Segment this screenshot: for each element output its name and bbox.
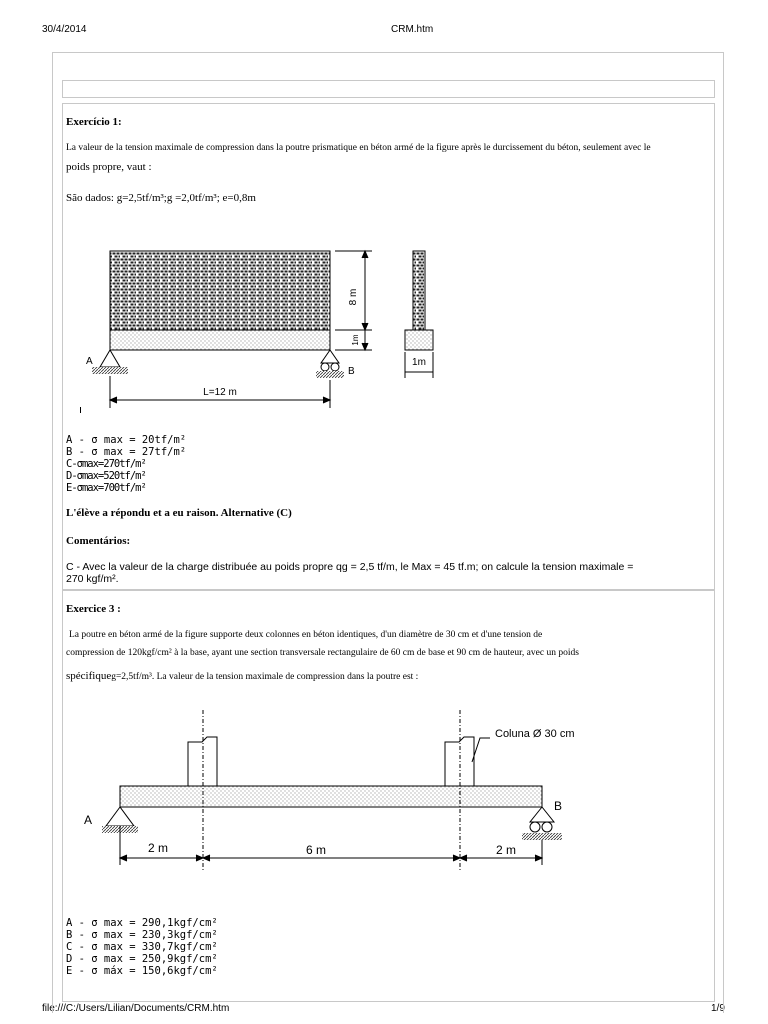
specific-weight-rest: g=2,5tf/m³. La valeur de la tension maximale de compression dans la poutre est : (111, 672, 419, 682)
support-a (92, 350, 128, 374)
exercise-1-option-d: D-σmax=520tf/m² (66, 470, 146, 482)
exercise-1-option-e: E-σmax=700tf/m² (66, 482, 146, 494)
exercise-3-figure (70, 700, 610, 875)
label-dim-2: 6 m (305, 843, 327, 857)
exercise-3-title: Exercice 3 : (66, 603, 121, 615)
exercise-3-option-c: C - σ max = 330,7kgf/cm² (66, 941, 218, 953)
empty-box (62, 80, 715, 98)
exercise-3-option-d: D - σ max = 250,9kgf/cm² (66, 953, 218, 965)
exercise-1-text-line2: poids propre, vaut : (66, 161, 152, 173)
exercise-3-option-b: B - σ max = 230,3kgf/cm² (66, 929, 218, 941)
coluna-leader (472, 738, 490, 762)
print-date: 30/4/2014 (42, 24, 87, 35)
exercise-3-text-line2: compression de 120kgf/cm² à la base, ayant une section transversale rectangulaire de 60 cm de base et 90 cm de hauteur, avec un poids (66, 648, 579, 658)
concrete-beam (110, 330, 330, 350)
exercise-1-data: São dados: g=2,5tf/m³;g =2,0tf/m³; e=0,8m (66, 192, 256, 204)
exercise-1-comment-line2: 270 kgf/m². (66, 573, 119, 585)
label-dim-1: 2 m (147, 841, 169, 855)
exercise-1-answer: L'élève a répondu et a eu raison. Alternative (C) (66, 507, 292, 519)
exercise-3-option-a: A - σ max = 290,1kgf/cm² (66, 917, 218, 929)
label-dim-3: 2 m (495, 843, 517, 857)
exercise-1-option-a: A - σ max = 20tf/m² (66, 434, 187, 446)
exercise-3-option-e: E - σ máx = 150,6kgf/cm² (66, 965, 218, 977)
specific-weight-word: spécifique (66, 670, 112, 682)
label-coluna: Coluna Ø 30 cm (495, 728, 575, 740)
exercise-1-text-line1: La valeur de la tension maximale de compression dans la poutre prismatique en béton armé de la figure après le durcissement du béton, seulement avec le (66, 143, 651, 153)
label-length: L=12 m (203, 387, 237, 398)
exercise-1-option-b: B - σ max = 27tf/m² (66, 446, 187, 458)
label-1m-horizontal: 1m (412, 357, 426, 368)
dimension-lines (120, 826, 542, 865)
label-support-b: B (348, 366, 355, 377)
exercise-3-text-line1: La poutre en béton armé de la figure supporte deux colonnes en béton identiques, d'un diamètre de 30 cm et d'une tension de (69, 630, 543, 640)
support-b (316, 350, 344, 378)
page-number: 1/9 (711, 1003, 725, 1014)
label-support-a: A (84, 813, 93, 827)
cross-section-wall (413, 251, 425, 330)
exercise-3-text-line3 (66, 666, 418, 684)
exercise-1-option-c: C-σmax=270tf/m² (66, 458, 146, 470)
exercise-1-comments-title: Comentários: (66, 535, 131, 547)
label-1m-vertical: 1m (351, 334, 360, 346)
exercise-1-title: Exercício 1: (66, 116, 122, 128)
beam (120, 786, 542, 807)
label-8m: 8 m (348, 288, 359, 306)
print-title: CRM.htm (391, 24, 434, 35)
brick-wall (110, 251, 330, 330)
exercise-1-comment-line1: C - Avec la valeur de la charge distribuée au poids propre qg = 2,5 tf/m, le Max = 45 tf.m; on calcule la tension maximale = (66, 561, 634, 573)
file-path: file:///C:/Users/Lilian/Documents/CRM.htm (42, 1003, 230, 1014)
exercise-1-figure (80, 240, 450, 415)
label-support-a: A (86, 356, 93, 367)
cross-section-beam (405, 330, 433, 350)
label-support-b: B (554, 799, 563, 813)
